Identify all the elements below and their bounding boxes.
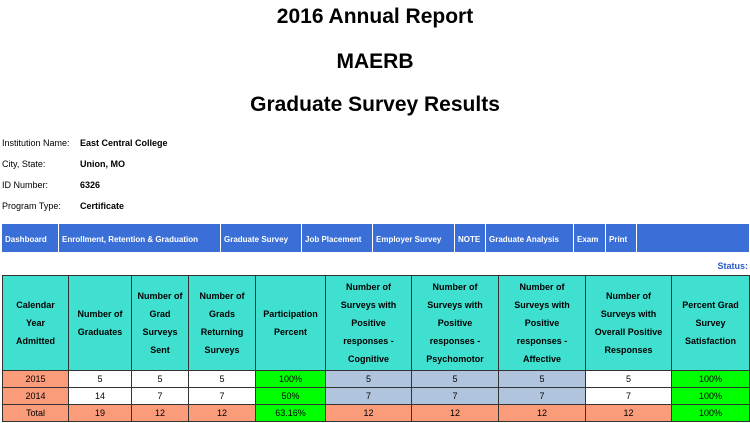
cell-year: 2015 bbox=[3, 371, 69, 388]
cell-total-psychomotor: 12 bbox=[412, 405, 499, 422]
cell-psychomotor[interactable]: 7 bbox=[412, 388, 499, 405]
program-type-row bbox=[2, 201, 124, 211]
table-row bbox=[3, 371, 750, 388]
col-header-participation: Participation Percent bbox=[256, 276, 326, 371]
city-state-row bbox=[2, 159, 125, 169]
nav-item-dashboard[interactable]: Dashboard bbox=[2, 224, 59, 252]
cell-overall-positive[interactable]: 5 bbox=[586, 371, 672, 388]
institution-name-label: Institution Name: bbox=[2, 138, 70, 148]
nav-item-enrollment-retention-graduation[interactable]: Enrollment, Retention & Graduation bbox=[59, 224, 221, 252]
cell-satisfaction: 100% bbox=[672, 371, 750, 388]
cell-total-overall-positive: 12 bbox=[586, 405, 672, 422]
cell-total-label: Total bbox=[3, 405, 69, 422]
status-label: Status: bbox=[717, 261, 748, 271]
cell-surveys-returned[interactable]: 7 bbox=[189, 388, 256, 405]
table-row bbox=[3, 388, 750, 405]
cell-surveys-sent[interactable]: 5 bbox=[132, 371, 189, 388]
nav-item-graduate-survey[interactable]: Graduate Survey bbox=[221, 224, 302, 252]
col-header-satisfaction: Percent Grad Survey Satisfaction bbox=[672, 276, 750, 371]
report-title: 2016 Annual Report bbox=[276, 5, 474, 28]
col-header-overall-positive: Number of Surveys with Overall Positive Responses bbox=[586, 276, 672, 371]
col-header-year: Calendar Year Admitted bbox=[3, 276, 69, 371]
cell-year: 2014 bbox=[3, 388, 69, 405]
cell-participation: 50% bbox=[256, 388, 326, 405]
col-header-affective: Number of Surveys with Positive responses - Affective bbox=[499, 276, 586, 371]
cell-graduates[interactable]: 5 bbox=[69, 371, 132, 388]
nav-item-graduate-analysis[interactable]: Graduate Analysis bbox=[486, 224, 574, 252]
col-header-surveys-returned: Number of Grads Returning Surveys bbox=[189, 276, 256, 371]
cell-overall-positive[interactable]: 7 bbox=[586, 388, 672, 405]
id-number-value: 6326 bbox=[80, 180, 101, 190]
nav-item-print[interactable]: Print bbox=[606, 224, 637, 252]
institution-name-row bbox=[2, 138, 168, 148]
nav-item-job-placement[interactable]: Job Placement bbox=[302, 224, 373, 252]
col-header-graduates: Number of Graduates bbox=[69, 276, 132, 371]
report-section-title: Graduate Survey Results bbox=[250, 93, 500, 116]
id-number-label: ID Number: bbox=[2, 180, 49, 190]
graduate-survey-table bbox=[2, 275, 750, 422]
cell-total-satisfaction: 100% bbox=[672, 405, 750, 422]
cell-graduates[interactable]: 14 bbox=[69, 388, 132, 405]
nav-item-note[interactable]: NOTE bbox=[455, 224, 486, 252]
cell-affective[interactable]: 5 bbox=[499, 371, 586, 388]
cell-total-affective: 12 bbox=[499, 405, 586, 422]
cell-cognitive[interactable]: 7 bbox=[326, 388, 412, 405]
cell-total-graduates: 19 bbox=[69, 405, 132, 422]
cell-participation: 100% bbox=[256, 371, 326, 388]
cell-surveys-sent[interactable]: 7 bbox=[132, 388, 189, 405]
cell-total-surveys-returned: 12 bbox=[189, 405, 256, 422]
program-type-value: Certificate bbox=[80, 201, 125, 211]
cell-satisfaction: 100% bbox=[672, 388, 750, 405]
col-header-psychomotor: Number of Surveys with Positive responses - Psychomotor bbox=[412, 276, 499, 371]
report-subtitle: MAERB bbox=[336, 50, 414, 73]
cell-total-participation: 63.16% bbox=[256, 405, 326, 422]
id-number-row bbox=[2, 180, 100, 190]
institution-name-value: East Central College bbox=[80, 138, 168, 148]
table-total-row bbox=[3, 405, 750, 422]
col-header-cognitive: Number of Surveys with Positive responses - Cognitive bbox=[326, 276, 412, 371]
cell-psychomotor[interactable]: 5 bbox=[412, 371, 499, 388]
program-type-label: Program Type: bbox=[2, 201, 61, 211]
city-state-label: City, State: bbox=[2, 159, 46, 169]
cell-total-surveys-sent: 12 bbox=[132, 405, 189, 422]
cell-surveys-returned[interactable]: 5 bbox=[189, 371, 256, 388]
col-header-surveys-sent: Number of Grad Surveys Sent bbox=[132, 276, 189, 371]
nav-bar bbox=[2, 224, 749, 252]
table-header-row bbox=[3, 276, 750, 371]
cell-affective[interactable]: 7 bbox=[499, 388, 586, 405]
city-state-value: Union, MO bbox=[80, 159, 125, 169]
nav-item-exam[interactable]: Exam bbox=[574, 224, 606, 252]
cell-cognitive[interactable]: 5 bbox=[326, 371, 412, 388]
nav-item-employer-survey[interactable]: Employer Survey bbox=[373, 224, 455, 252]
cell-total-cognitive: 12 bbox=[326, 405, 412, 422]
